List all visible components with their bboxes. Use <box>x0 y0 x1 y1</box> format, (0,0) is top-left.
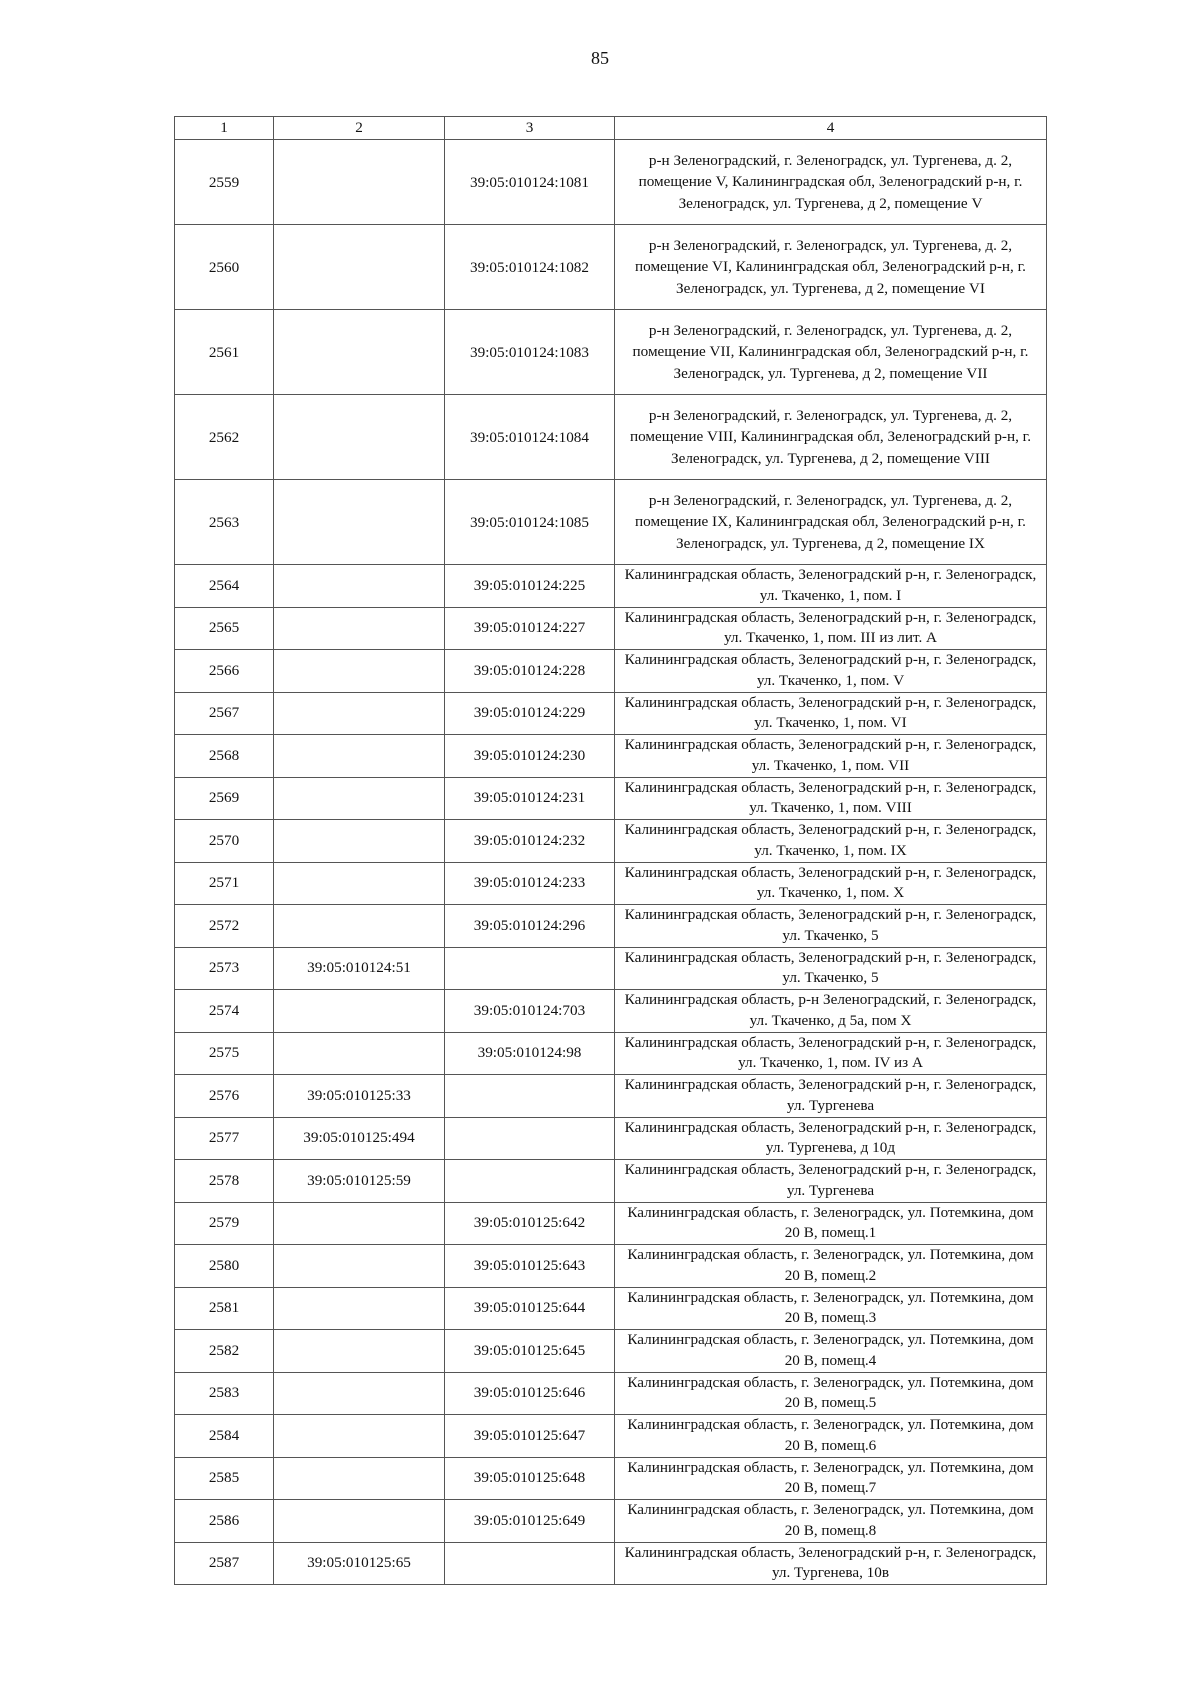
cadastral-number-alt-cell <box>445 1075 615 1118</box>
row-number-cell: 2567 <box>175 692 274 735</box>
row-number-cell: 2563 <box>175 480 274 565</box>
table-body <box>175 140 1047 1585</box>
cadastral-number-alt-cell: 39:05:010125:645 <box>445 1330 615 1373</box>
row-number-cell: 2586 <box>175 1500 274 1543</box>
table-row <box>175 650 1047 693</box>
table-row <box>175 1245 1047 1288</box>
cadastral-number-cell <box>274 820 445 863</box>
table-row <box>175 1330 1047 1373</box>
cadastral-number-cell <box>274 735 445 778</box>
cadastral-number-cell <box>274 565 445 608</box>
address-cell: Калининградская область, Зеленоградский р-н, г. Зеленоградск, ул. Ткаченко, 5 <box>615 905 1047 948</box>
cadastral-number-alt-cell: 39:05:010124:1084 <box>445 395 615 480</box>
table-row <box>175 1457 1047 1500</box>
address-cell: Калининградская область, р-н Зеленоградский, г. Зеленоградск, ул. Ткаченко, д 5а, пом X <box>615 990 1047 1033</box>
cadastral-number-cell <box>274 1457 445 1500</box>
column-header-2: 2 <box>274 117 445 140</box>
cadastral-number-cell <box>274 1330 445 1373</box>
row-number-cell: 2569 <box>175 777 274 820</box>
row-number-cell: 2560 <box>175 225 274 310</box>
cadastral-number-cell <box>274 1415 445 1458</box>
cadastral-number-alt-cell: 39:05:010125:644 <box>445 1287 615 1330</box>
cadastral-number-cell <box>274 395 445 480</box>
header-row <box>175 117 1047 140</box>
address-cell: Калининградская область, г. Зеленоградск, ул. Потемкина, дом 20 В, помещ.5 <box>615 1372 1047 1415</box>
cadastral-number-cell <box>274 650 445 693</box>
address-cell: Калининградская область, г. Зеленоградск, ул. Потемкина, дом 20 В, помещ.2 <box>615 1245 1047 1288</box>
cadastral-number-cell: 39:05:010124:51 <box>274 947 445 990</box>
cadastral-number-cell: 39:05:010125:494 <box>274 1117 445 1160</box>
row-number-cell: 2564 <box>175 565 274 608</box>
cadastral-number-cell <box>274 1032 445 1075</box>
address-cell: Калининградская область, Зеленоградский р-н, г. Зеленоградск, ул. Ткаченко, 1, пом. III из лит. А <box>615 607 1047 650</box>
cadastral-number-alt-cell: 39:05:010124:229 <box>445 692 615 735</box>
cadastral-number-alt-cell: 39:05:010125:643 <box>445 1245 615 1288</box>
cadastral-number-cell: 39:05:010125:65 <box>274 1542 445 1585</box>
cadastral-number-cell: 39:05:010125:33 <box>274 1075 445 1118</box>
column-header-4: 4 <box>615 117 1047 140</box>
table-row <box>175 990 1047 1033</box>
cadastral-number-alt-cell: 39:05:010125:647 <box>445 1415 615 1458</box>
cadastral-number-cell <box>274 140 445 225</box>
address-cell: Калининградская область, Зеленоградский р-н, г. Зеленоградск, ул. Ткаченко, 1, пом. VI <box>615 692 1047 735</box>
address-cell: Калининградская область, г. Зеленоградск, ул. Потемкина, дом 20 В, помещ.6 <box>615 1415 1047 1458</box>
cadastral-number-alt-cell: 39:05:010124:1083 <box>445 310 615 395</box>
address-cell: Калининградская область, Зеленоградский р-н, г. Зеленоградск, ул. Ткаченко, 5 <box>615 947 1047 990</box>
table-row <box>175 820 1047 863</box>
address-cell: р-н Зеленоградский, г. Зеленоградск, ул. Тургенева, д. 2, помещение VI, Калининградская обл, Зеленоградский р-н, г. Зеленоградск, ул. Тургенева, д 2, помещение VI <box>615 225 1047 310</box>
row-number-cell: 2582 <box>175 1330 274 1373</box>
cadastral-number-alt-cell <box>445 947 615 990</box>
address-cell: Калининградская область, Зеленоградский р-н, г. Зеленоградск, ул. Ткаченко, 1, пом. IV из А <box>615 1032 1047 1075</box>
cadastral-number-alt-cell: 39:05:010124:1082 <box>445 225 615 310</box>
address-cell: Калининградская область, г. Зеленоградск, ул. Потемкина, дом 20 В, помещ.1 <box>615 1202 1047 1245</box>
address-cell: Калининградская область, г. Зеленоградск, ул. Потемкина, дом 20 В, помещ.3 <box>615 1287 1047 1330</box>
cadastral-number-alt-cell: 39:05:010124:296 <box>445 905 615 948</box>
cadastral-number-alt-cell <box>445 1542 615 1585</box>
address-cell: Калининградская область, г. Зеленоградск, ул. Потемкина, дом 20 В, помещ.8 <box>615 1500 1047 1543</box>
address-cell: Калининградская область, г. Зеленоградск, ул. Потемкина, дом 20 В, помещ.7 <box>615 1457 1047 1500</box>
row-number-cell: 2578 <box>175 1160 274 1203</box>
table-row <box>175 565 1047 608</box>
table-row <box>175 1542 1047 1585</box>
table-row <box>175 905 1047 948</box>
address-cell: р-н Зеленоградский, г. Зеленоградск, ул. Тургенева, д. 2, помещение VII, Калининградская обл, Зеленоградский р-н, г. Зеленоградск, ул. Тургенева, д 2, помещение VII <box>615 310 1047 395</box>
row-number-cell: 2566 <box>175 650 274 693</box>
row-number-cell: 2583 <box>175 1372 274 1415</box>
cadastral-number-alt-cell <box>445 1117 615 1160</box>
table-row <box>175 310 1047 395</box>
column-header-3: 3 <box>445 117 615 140</box>
cadastral-number-alt-cell: 39:05:010124:98 <box>445 1032 615 1075</box>
cadastral-number-alt-cell: 39:05:010124:225 <box>445 565 615 608</box>
cadastral-number-cell <box>274 862 445 905</box>
table-row <box>175 862 1047 905</box>
row-number-cell: 2575 <box>175 1032 274 1075</box>
address-cell: Калининградская область, Зеленоградский р-н, г. Зеленоградск, ул. Ткаченко, 1, пом. I <box>615 565 1047 608</box>
cadastral-number-alt-cell: 39:05:010124:703 <box>445 990 615 1033</box>
cadastral-number-cell <box>274 225 445 310</box>
row-number-cell: 2574 <box>175 990 274 1033</box>
table-row <box>175 1287 1047 1330</box>
cadastral-number-cell <box>274 905 445 948</box>
cadastral-number-cell <box>274 1500 445 1543</box>
cadastral-number-cell <box>274 1372 445 1415</box>
row-number-cell: 2570 <box>175 820 274 863</box>
address-cell: Калининградская область, Зеленоградский р-н, г. Зеленоградск, ул. Тургенева <box>615 1075 1047 1118</box>
cadastral-number-cell <box>274 692 445 735</box>
address-cell: Калининградская область, Зеленоградский р-н, г. Зеленоградск, ул. Ткаченко, 1, пом. VII <box>615 735 1047 778</box>
cadastral-number-alt-cell: 39:05:010124:1081 <box>445 140 615 225</box>
cadastral-number-alt-cell: 39:05:010124:227 <box>445 607 615 650</box>
row-number-cell: 2576 <box>175 1075 274 1118</box>
address-cell: р-н Зеленоградский, г. Зеленоградск, ул. Тургенева, д. 2, помещение V, Калининградская обл, Зеленоградский р-н, г. Зеленоградск, ул. Тургенева, д 2, помещение V <box>615 140 1047 225</box>
table-row <box>175 777 1047 820</box>
table-row <box>175 1075 1047 1118</box>
address-cell: Калининградская область, Зеленоградский р-н, г. Зеленоградск, ул. Ткаченко, 1, пом. VIII <box>615 777 1047 820</box>
address-cell: Калининградская область, Зеленоградский р-н, г. Зеленоградск, ул. Ткаченко, 1, пом. X <box>615 862 1047 905</box>
cadastral-number-alt-cell <box>445 1160 615 1203</box>
cadastral-number-cell: 39:05:010125:59 <box>274 1160 445 1203</box>
row-number-cell: 2587 <box>175 1542 274 1585</box>
table-row <box>175 1160 1047 1203</box>
row-number-cell: 2577 <box>175 1117 274 1160</box>
table-row <box>175 140 1047 225</box>
row-number-cell: 2572 <box>175 905 274 948</box>
table-row <box>175 1117 1047 1160</box>
cadastral-number-alt-cell: 39:05:010125:649 <box>445 1500 615 1543</box>
table-row <box>175 1032 1047 1075</box>
cadastral-number-alt-cell: 39:05:010124:232 <box>445 820 615 863</box>
cadastral-number-alt-cell: 39:05:010124:231 <box>445 777 615 820</box>
table-row <box>175 1415 1047 1458</box>
row-number-cell: 2559 <box>175 140 274 225</box>
cadastral-number-cell <box>274 777 445 820</box>
cadastral-number-alt-cell: 39:05:010124:230 <box>445 735 615 778</box>
table-row <box>175 947 1047 990</box>
cadastral-number-cell <box>274 990 445 1033</box>
row-number-cell: 2584 <box>175 1415 274 1458</box>
address-cell: р-н Зеленоградский, г. Зеленоградск, ул. Тургенева, д. 2, помещение IX, Калининградская обл, Зеленоградский р-н, г. Зеленоградск, ул. Тургенева, д 2, помещение IX <box>615 480 1047 565</box>
row-number-cell: 2581 <box>175 1287 274 1330</box>
table-row <box>175 480 1047 565</box>
cadastral-number-alt-cell: 39:05:010125:642 <box>445 1202 615 1245</box>
row-number-cell: 2580 <box>175 1245 274 1288</box>
row-number-cell: 2565 <box>175 607 274 650</box>
row-number-cell: 2579 <box>175 1202 274 1245</box>
row-number-cell: 2562 <box>175 395 274 480</box>
cadastral-number-alt-cell: 39:05:010124:228 <box>445 650 615 693</box>
row-number-cell: 2571 <box>175 862 274 905</box>
address-cell: Калининградская область, Зеленоградский р-н, г. Зеленоградск, ул. Ткаченко, 1, пом. V <box>615 650 1047 693</box>
column-header-1: 1 <box>175 117 274 140</box>
row-number-cell: 2585 <box>175 1457 274 1500</box>
address-cell: Калининградская область, Зеленоградский р-н, г. Зеленоградск, ул. Тургенева <box>615 1160 1047 1203</box>
row-number-cell: 2561 <box>175 310 274 395</box>
cadastral-number-alt-cell: 39:05:010124:1085 <box>445 480 615 565</box>
row-number-cell: 2568 <box>175 735 274 778</box>
cadastral-number-alt-cell: 39:05:010125:648 <box>445 1457 615 1500</box>
table-row <box>175 692 1047 735</box>
row-number-cell: 2573 <box>175 947 274 990</box>
cadastral-number-cell <box>274 1202 445 1245</box>
cadastral-number-alt-cell: 39:05:010125:646 <box>445 1372 615 1415</box>
register-table <box>174 116 1047 1585</box>
table-row <box>175 1372 1047 1415</box>
cadastral-number-cell <box>274 310 445 395</box>
page-number: 85 <box>591 48 609 68</box>
table-row <box>175 607 1047 650</box>
cadastral-number-cell <box>274 1245 445 1288</box>
address-cell: Калининградская область, Зеленоградский р-н, г. Зеленоградск, ул. Тургенева, д 10д <box>615 1117 1047 1160</box>
table-row <box>175 735 1047 778</box>
table-row <box>175 1202 1047 1245</box>
table-row <box>175 1500 1047 1543</box>
cadastral-number-alt-cell: 39:05:010124:233 <box>445 862 615 905</box>
address-cell: Калининградская область, г. Зеленоградск, ул. Потемкина, дом 20 В, помещ.4 <box>615 1330 1047 1373</box>
table-row <box>175 395 1047 480</box>
table-row <box>175 225 1047 310</box>
address-cell: р-н Зеленоградский, г. Зеленоградск, ул. Тургенева, д. 2, помещение VIII, Калининградская обл, Зеленоградский р-н, г. Зеленоградск, ул. Тургенева, д 2, помещение VIII <box>615 395 1047 480</box>
cadastral-number-cell <box>274 480 445 565</box>
address-cell: Калининградская область, Зеленоградский р-н, г. Зеленоградск, ул. Ткаченко, 1, пом. IX <box>615 820 1047 863</box>
address-cell: Калининградская область, Зеленоградский р-н, г. Зеленоградск, ул. Тургенева, 10в <box>615 1542 1047 1585</box>
cadastral-number-cell <box>274 1287 445 1330</box>
cadastral-number-cell <box>274 607 445 650</box>
